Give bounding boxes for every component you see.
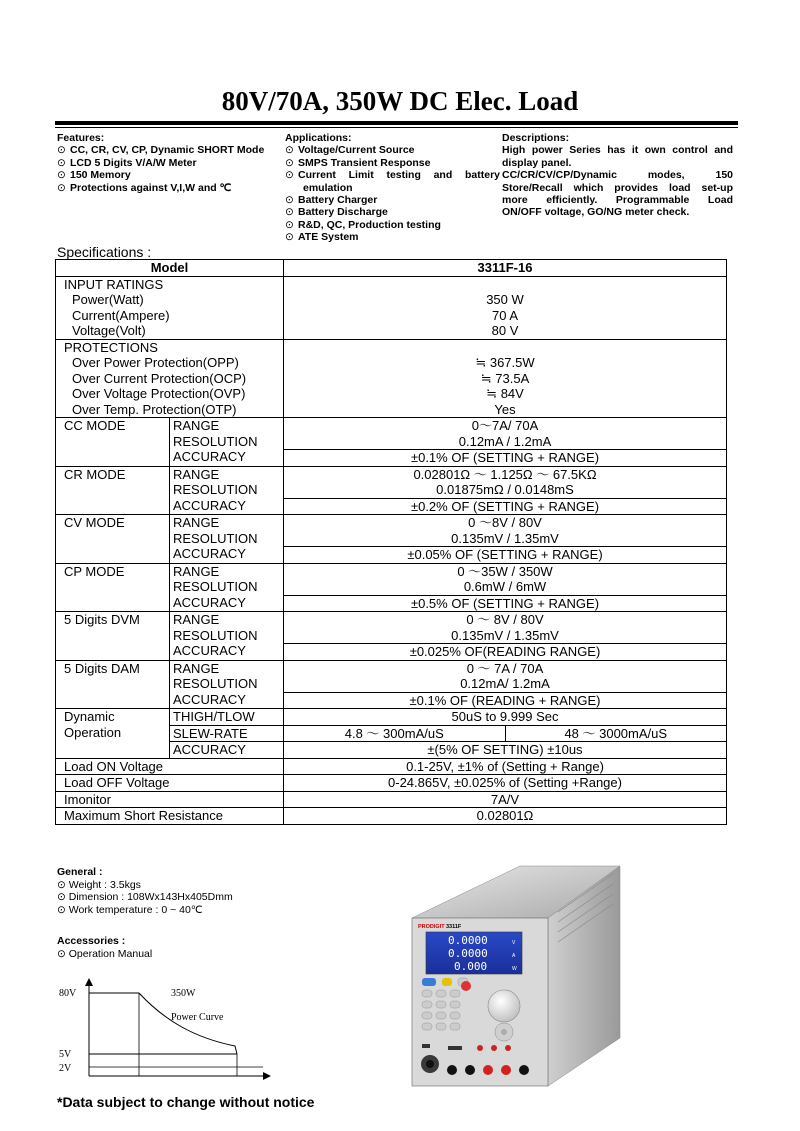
descriptions-column (502, 132, 733, 219)
bullet-icon: ⊙ (285, 218, 294, 231)
lcd-reading-v: 0.0000 (448, 934, 488, 947)
spec-row (56, 791, 727, 808)
specifications-table (55, 259, 727, 825)
v-mid-label: 5V (59, 1049, 72, 1060)
description-line: CC/CR/CV/CP/Dynamic modes, 150 (502, 169, 733, 182)
mode-sub-labels: RANGE RESOLUTION ACCURACY (170, 563, 284, 612)
bullet-icon: ⊙ (285, 194, 294, 207)
curve-caption: Power Curve (171, 1012, 224, 1023)
general-section (57, 866, 233, 916)
application-text: Voltage/Current Source (298, 144, 415, 157)
general-item: ⊙ Dimension : 108Wx143Hx405Dmm (57, 891, 233, 903)
dynamic-accuracy-value: ±(5% OF SETTING) ±10us (284, 742, 727, 759)
arrow-keys[interactable] (495, 1023, 513, 1041)
mode-values: 0.02801Ω ～ 1.125Ω ～ 67.5KΩ 0.01875mΩ / 0.0148mS ±0.2% OF (SETTING + RANGE) (284, 466, 727, 515)
bullet-icon: ⊙ (57, 144, 66, 157)
mode-values: 0 ～ 7A / 70A 0.12mA/ 1.2mA ±0.1% OF (READING + RANGE) (284, 660, 727, 709)
application-item (285, 169, 500, 181)
spec-value: ≒ 367.5W (475, 355, 535, 370)
slew-label: SLEW-RATE (170, 725, 284, 742)
features-heading: Features: (57, 132, 105, 144)
model-label: Model (56, 260, 284, 277)
input-ratings-row (56, 276, 727, 339)
dynamic-thigh-row (56, 709, 727, 726)
feature-text: CC, CR, CV, CP, Dynamic SHORT Mode (70, 144, 265, 157)
spec-label: Over Current Protection(OCP) (72, 370, 247, 386)
bullet-icon: ⊙ (285, 144, 294, 157)
device-illustration (408, 860, 623, 1092)
spec-label: Imonitor (56, 791, 284, 808)
mode-row (56, 563, 727, 612)
bullet-icon: ⊙ (57, 156, 66, 169)
brand-logo: PRODIGIT (418, 924, 445, 930)
accessory-item: ⊙ Operation Manual (57, 947, 153, 960)
spec-value: 0.02801Ω (284, 808, 727, 825)
device-model-label: 3311F (446, 924, 462, 930)
protections-row (56, 339, 727, 418)
applications-heading: Applications: (285, 132, 352, 144)
application-continuation: emulation (303, 181, 353, 194)
mode-values: 0～7A/ 70A 0.12mA / 1.2mA ±0.1% OF (SETTING + RANGE) (284, 418, 727, 467)
feature-item (57, 144, 282, 156)
description-line: display panel. (502, 156, 572, 169)
model-value: 3311F-16 (284, 260, 727, 277)
thigh-label: THIGH/TLOW (170, 709, 284, 726)
mode-name: 5 Digits DAM (56, 660, 170, 709)
mode-name: CV MODE (56, 515, 170, 564)
mode-row (56, 418, 727, 467)
mode-row (56, 466, 727, 515)
protections-values (284, 339, 727, 418)
spec-value: ≒ 73.5A (480, 370, 530, 386)
spec-value: 80 V (491, 323, 519, 338)
mode-sub-labels: RANGE RESOLUTION ACCURACY (170, 466, 284, 515)
svg-text:V: V (512, 940, 516, 946)
spec-label: Current(Ampere) (72, 307, 170, 323)
application-item (285, 206, 500, 218)
mode-row (56, 660, 727, 709)
mode-sub-labels: RANGE RESOLUTION ACCURACY (170, 515, 284, 564)
general-item: ⊙ Weight : 3.5kgs (57, 878, 141, 891)
accessories-section (57, 935, 152, 960)
spec-label: Power(Watt) (72, 292, 144, 307)
mode-name: CP MODE (56, 563, 170, 612)
spec-label: Voltage(Volt) (72, 323, 146, 338)
thigh-value: 50uS to 9.999 Sec (284, 709, 727, 726)
v-low-label: 2V (59, 1063, 72, 1074)
general-heading: General : (57, 866, 103, 878)
spec-value: Yes (494, 401, 516, 417)
application-item (285, 194, 500, 206)
svg-text:A: A (512, 953, 516, 959)
application-item (285, 144, 500, 156)
spec-value: 350 W (486, 292, 524, 307)
model-row (56, 260, 727, 277)
spec-row (56, 758, 727, 775)
mode-values: 0 ～8V / 80V 0.135mV / 1.35mV ±0.05% OF (SETTING + RANGE) (284, 515, 727, 564)
accessories-heading: Accessories : (57, 935, 126, 947)
mode-sub-labels: RANGE RESOLUTION ACCURACY (170, 612, 284, 661)
slew-high: 48 ～ 3000mA/uS (564, 725, 668, 741)
mode-values: 0 ～35W / 350W 0.6mW / 6mW ±0.5% OF (SETTING + RANGE) (284, 563, 727, 612)
feature-text: 150 Memory (70, 169, 131, 182)
application-text: SMPS Transient Response (298, 156, 431, 169)
bullet-icon: ⊙ (57, 947, 66, 960)
power-curve-diagram (55, 976, 285, 1086)
application-text: Current Limit testing and battery (298, 169, 500, 182)
bullet-icon: ⊙ (285, 231, 294, 244)
spec-row (56, 808, 727, 825)
mode-name: 5 Digits DVM (56, 612, 170, 661)
descriptions-heading: Descriptions: (502, 132, 570, 144)
mode-name: CR MODE (56, 466, 170, 515)
spec-label: Load OFF Voltage (56, 775, 284, 792)
lcd-reading-a: 0.0000 (448, 947, 488, 960)
protections-heading: PROTECTIONS (64, 339, 158, 355)
protections-labels (56, 339, 284, 418)
dynamic-accuracy-label: ACCURACY (170, 742, 284, 759)
power-curve (139, 993, 237, 1054)
input-ratings-heading: INPUT RATINGS (64, 276, 164, 292)
spec-value: 70 A (491, 307, 519, 323)
mode-values: 0 ～ 8V / 80V 0.135mV / 1.35mV ±0.025% OF(READING RANGE) (284, 612, 727, 661)
applications-column (285, 132, 500, 244)
bullet-icon: ⊙ (57, 181, 66, 194)
spec-value: 0.1-25V, ±1% of (Setting + Range) (284, 758, 727, 775)
page-title: 80V/70A, 350W DC Elec. Load (221, 86, 579, 116)
mode-row (56, 612, 727, 661)
v-high-label: 80V (59, 988, 77, 999)
general-item: ⊙ Work temperature : 0 ~ 40℃ (57, 903, 203, 916)
title-rule-thin (55, 127, 738, 128)
spec-label: Maximum Short Resistance (56, 808, 284, 825)
description-line: Store/Recall which provides load set-up (502, 181, 733, 194)
spec-label: Over Voltage Protection(OVP) (72, 386, 246, 401)
svg-text:W: W (512, 966, 517, 972)
spec-value: 0-24.865V, ±0.025% of (Setting +Range) (284, 775, 727, 792)
mode-name: CC MODE (56, 418, 170, 467)
application-item (285, 157, 500, 169)
footnote: *Data subject to change without notice (57, 1094, 315, 1110)
spec-value: ≒ 84V (486, 386, 524, 401)
description-line: more efficiently. Programmable Load (502, 194, 733, 207)
description-line: High power Series has it own control and (502, 144, 733, 157)
slew-values (284, 725, 727, 742)
features-column (57, 132, 282, 194)
feature-text: LCD 5 Digits V/A/W Meter (70, 156, 197, 169)
slew-low: 4.8 ～ 300mA/uS (284, 726, 505, 742)
feature-item (57, 182, 282, 194)
power-label: 350W (171, 988, 196, 999)
dynamic-name: Dynamic Operation (56, 709, 170, 759)
spec-row (56, 775, 727, 792)
spec-label: Load ON Voltage (56, 758, 284, 775)
lcd-reading-w: 0.000 (454, 960, 488, 973)
application-text: R&D, QC, Production testing (298, 218, 441, 231)
rotary-knob[interactable] (488, 990, 520, 1022)
bullet-icon: ⊙ (57, 903, 66, 916)
application-text: Battery Discharge (298, 206, 388, 219)
spec-label: Over Power Protection(OPP) (72, 355, 239, 370)
application-item (285, 219, 500, 231)
feature-item (57, 169, 282, 181)
application-text: Battery Charger (298, 194, 378, 207)
bullet-icon: ⊙ (285, 206, 294, 219)
input-ratings-labels (56, 276, 284, 339)
specifications-heading: Specifications : (57, 244, 152, 260)
title-rule-thick (55, 121, 738, 125)
bullet-icon: ⊙ (57, 891, 66, 903)
mode-row (56, 515, 727, 564)
bullet-icon: ⊙ (285, 156, 294, 169)
bullet-icon: ⊙ (285, 169, 294, 182)
mode-sub-labels: RANGE RESOLUTION ACCURACY (170, 418, 284, 467)
application-text: ATE System (298, 231, 359, 244)
spec-value: 7A/V (284, 791, 727, 808)
application-item (285, 231, 500, 243)
spec-label: Over Temp. Protection(OTP) (72, 401, 237, 417)
bullet-icon: ⊙ (57, 169, 66, 182)
feature-text: Protections against V,I,W and ℃ (70, 181, 232, 194)
input-ratings-values (284, 276, 727, 339)
description-line: ON/OFF voltage, GO/NG meter check. (502, 206, 690, 219)
mode-sub-labels: RANGE RESOLUTION ACCURACY (170, 660, 284, 709)
bullet-icon: ⊙ (57, 878, 66, 891)
feature-item (57, 157, 282, 169)
